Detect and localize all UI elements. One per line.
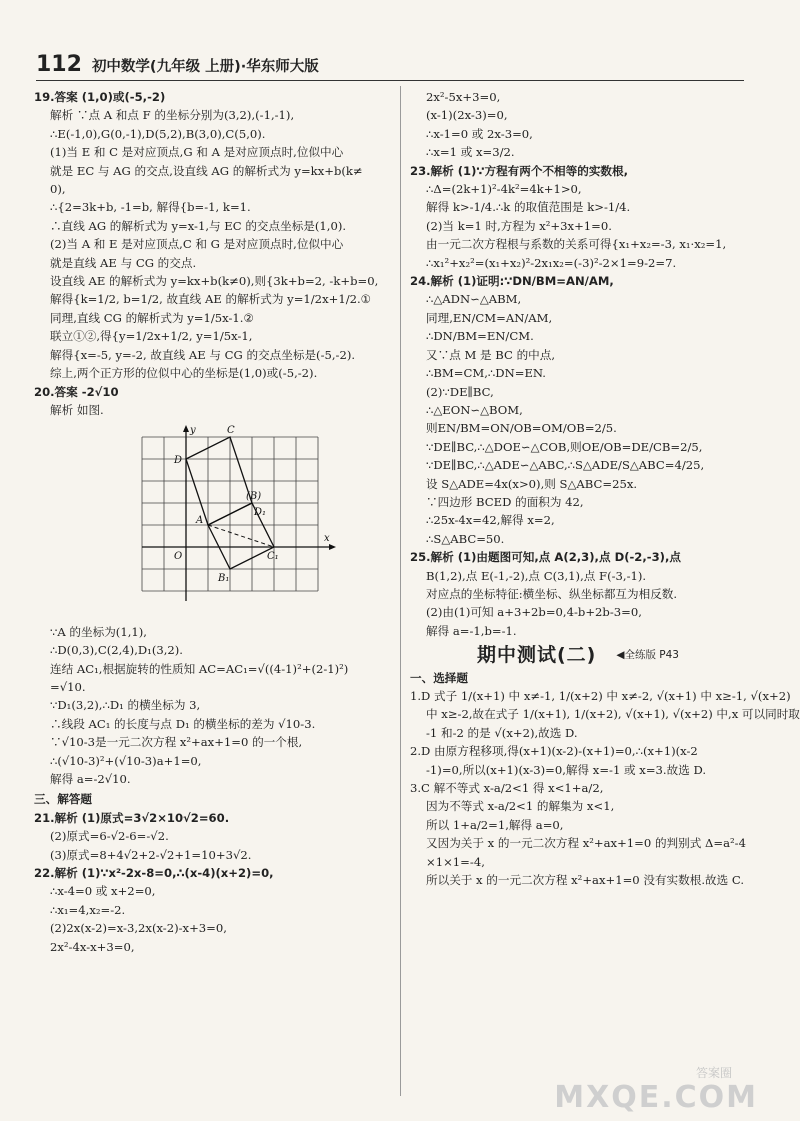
book-title: 初中数学(九年级 上册)·华东师大版 (91, 59, 319, 75)
label-d: D (174, 455, 183, 467)
solution-line: ∴BM=CM,∴DN=EN. (426, 366, 546, 381)
solution-line: (2)由(1)可知 a+3+2b=0,4-b+2b-3=0, (426, 605, 642, 620)
solution-line: -1 和-2 的是 √(x+2),故选 D. (426, 725, 578, 740)
solution-line: ∴x-1=0 或 2x-3=0, (426, 126, 533, 141)
solution-line: ∴25x-4x=42,解得 x=2, (426, 513, 555, 528)
label-a: A (196, 515, 204, 527)
solution-line: (2)∵DE∥BC, (426, 384, 494, 399)
page-number: 112 (36, 52, 82, 77)
answer-21-line: 21.解析 (1)原式=3√2×10√2=60. (34, 810, 230, 825)
solution-line: (3)原式=8+4√2+2-√2+1=10+3√2. (50, 847, 252, 862)
grid-figure (132, 423, 342, 613)
solution-line: ∵四边形 BCED 的面积为 42, (426, 494, 584, 509)
solution-line: 1.D 式子 1/(x+1) 中 x≠-1, 1/(x+2) 中 x≠-2, √(x+1) 中 x≥-1, √(x+2) (410, 689, 791, 703)
solution-line: 中 x≥-2,故在式子 1/(x+1), 1/(x+2), √(x+1), √(x+2) 中,x 可以同时取 (426, 707, 800, 722)
solution-line: (2)当 A 和 E 是对应顶点,C 和 G 是对应顶点时,位似中心 (50, 237, 344, 252)
exam-page-ref: ◀全练版 P43 (616, 649, 679, 662)
solution-line: 连结 AC₁,根据旋转的性质知 AC=AC₁=√((4-1)²+(2-1)²) (50, 661, 349, 676)
section-heading: 一、选择题 (410, 670, 468, 685)
solution-line: ∴△ADN∽△ABM, (426, 292, 522, 307)
answer-24-line: 24.解析 (1)证明:∵DN/BM=AN/AM, (410, 274, 614, 289)
solution-line: 解得{k=1/2, b=1/2, 故直线 AE 的解析式为 y=1/2x+1/2.① (50, 292, 372, 307)
solution-line: 解析 ∵点 A 和点 F 的坐标分别为(3,2),(-1,-1), (50, 108, 295, 123)
solution-line: 由一元二次方程根与系数的关系可得{x₁+x₂=-3, x₁·x₂=1, (426, 237, 727, 252)
solution-line: (1)当 E 和 C 是对应顶点,G 和 A 是对应顶点时,位似中心 (50, 145, 344, 160)
solution-line: ∴Δ=(2k+1)²-4k²=4k+1>0, (426, 182, 582, 197)
y-axis-arrow (183, 425, 189, 432)
solution-line: ∵DE∥BC,∴△DOE∽△COB,则OE/OB=DE/CB=2/5, (426, 439, 703, 454)
solution-line: 所以 1+a/2=1,解得 a=0, (426, 817, 564, 832)
solution-line: ∴E(-1,0),G(0,-1),D(5,2),B(3,0),C(5,0). (50, 126, 266, 141)
header-divider (36, 80, 744, 81)
page-header (36, 52, 319, 76)
solution-line: 又因为关于 x 的一元二次方程 x²+ax+1=0 的判别式 Δ=a²-4 (426, 836, 746, 851)
solution-line: ∵DE∥BC,∴△ADE∽△ABC,∴S△ADE/S△ABC=4/25, (426, 458, 705, 473)
solution-line: ∴(√10-3)²+(√10-3)a+1=0, (50, 753, 202, 768)
solution-line: 解得 a=-2√10. (50, 771, 131, 786)
solution-line: 解得 a=-1,b=-1. (426, 623, 517, 638)
answer-22-line: 22.解析 (1)∵x²-2x-8=0,∴(x-4)(x+2)=0, (34, 866, 274, 880)
label-d1: D₁ (254, 507, 267, 519)
solution-line: B(1,2),点 E(-1,-2),点 C(3,1),点 F(-3,-1). (426, 568, 647, 583)
answer-23-line: 23.解析 (1)∵方程有两个不相等的实数根, (410, 163, 629, 178)
solution-line: -1)=0,所以(x+1)(x-3)=0,解得 x=-1 或 x=3.故选 D. (426, 762, 707, 777)
solution-line: ∴DN/BM=EN/CM. (426, 329, 534, 344)
label-y: y (190, 425, 196, 437)
solution-line: ∴△EON∽△BOM, (426, 402, 523, 417)
solution-line: ∴x₁²+x₂²=(x₁+x₂)²-2x₁x₂=(-3)²-2×1=9-2=7. (426, 255, 677, 270)
solution-line: 0), (50, 182, 66, 197)
solution-line: ×1×1=-4, (426, 854, 485, 869)
exam-title: 期中测试(二) (477, 644, 597, 667)
solution-line: 则EN/BM=ON/OB=OM/OB=2/5. (426, 421, 617, 436)
answer-25-line: 25.解析 (1)由题图可知,点 A(2,3),点 D(-2,-3),点 (410, 550, 681, 565)
column-divider (400, 86, 401, 1096)
solution-line: ∵A 的坐标为(1,1), (50, 624, 147, 639)
label-c1: C₁ (267, 551, 279, 563)
solution-line: (2)原式=6-√2-6=-√2. (50, 829, 169, 844)
answer-20-line: 20.答案 -2√10 (34, 384, 119, 399)
solution-line: ∴直线 AG 的解析式为 y=x-1,与 EC 的交点坐标是(1,0). (50, 218, 347, 233)
solution-line: ∵√10-3是一元二次方程 x²+ax+1=0 的一个根, (50, 735, 303, 750)
solution-line: ∴D(0,3),C(2,4),D₁(3,2). (50, 643, 183, 658)
solution-line: 对应点的坐标特征:横坐标、纵坐标都互为相反数. (426, 586, 678, 601)
solution-line: ∵D₁(3,2),∴D₁ 的横坐标为 3, (50, 698, 201, 713)
solution-line: 同理,直线 CG 的解析式为 y=1/5x-1.② (50, 310, 254, 325)
solution-line: 因为不等式 x-a/2<1 的解集为 x<1, (426, 799, 615, 814)
solution-line: 解得 k>-1/4.∴k 的取值范围是 k>-1/4. (426, 200, 631, 215)
solution-line: (x-1)(2x-3)=0, (426, 108, 508, 123)
solution-line: ∴{2=3k+b, -1=b, 解得{b=-1, k=1. (50, 200, 251, 215)
answer-19-line: 19.答案 (1,0)或(-5,-2) (34, 90, 166, 104)
solution-line: ∴S△ABC=50. (426, 531, 505, 546)
label-b1: B₁ (218, 573, 230, 585)
solution-line: ∴x=1 或 x=3/2. (426, 145, 515, 160)
section-heading: 三、解答题 (34, 792, 92, 807)
solution-line: (2)2x(x-2)=x-3,2x(x-2)-x+3=0, (50, 921, 227, 936)
solution-line: 同理,EN/CM=AN/AM, (426, 310, 553, 325)
label-b: (B) (246, 491, 262, 503)
solution-line: 3.C 解不等式 x-a/2<1 得 x<1+a/2, (410, 781, 604, 796)
solution-line: 综上,两个正方形的位似中心的坐标是(1,0)或(-5,-2). (50, 366, 318, 381)
x-axis-arrow (329, 544, 336, 550)
label-o: O (174, 551, 183, 563)
solution-line: 联立①②,得{y=1/2x+1/2, y=1/5x-1, (50, 329, 253, 344)
solution-line: 就是 EC 与 AG 的交点,设直线 AG 的解析式为 y=kx+b(k≠ (50, 163, 363, 178)
solution-line: (2)当 k=1 时,方程为 x²+3x+1=0. (426, 218, 612, 233)
solution-line: 就是直线 AE 与 CG 的交点. (50, 255, 197, 270)
solution-line: 设直线 AE 的解析式为 y=kx+b(k≠0),则{3k+b=2, -k+b=0, (50, 274, 379, 289)
solution-line: ∴线段 AC₁ 的长度与点 D₁ 的横坐标的差为 √10-3. (50, 716, 316, 731)
solution-line: 2x²-5x+3=0, (426, 90, 501, 104)
exam-header (410, 644, 746, 667)
watermark: MXQE.COM (554, 1080, 758, 1115)
solution-line: 2x²-4x-x+3=0, (50, 939, 135, 954)
right-column (410, 88, 800, 889)
watermark-sub: 答案圈 (695, 1066, 732, 1080)
label-c: C (227, 425, 235, 437)
solution-line: 解得{x=-5, y=-2, 故直线 AE 与 CG 的交点坐标是(-5,-2). (50, 347, 356, 362)
left-column (34, 88, 394, 956)
solution-line: =√10. (50, 679, 86, 694)
solution-line: 解析 如图. (50, 402, 104, 417)
solution-line: 设 S△ADE=4x(x>0),则 S△ABC=25x. (426, 476, 638, 491)
solution-line: ∴x-4=0 或 x+2=0, (50, 884, 156, 899)
solution-line: 所以关于 x 的一元二次方程 x²+ax+1=0 没有实数根.故选 C. (426, 873, 745, 888)
solution-line: 2.D 由原方程移项,得(x+1)(x-2)-(x+1)=0,∴(x+1)(x-2 (410, 744, 698, 759)
solution-line: 又∵点 M 是 BC 的中点, (426, 347, 556, 362)
solution-line: ∴x₁=4,x₂=-2. (50, 902, 126, 917)
label-x: x (324, 533, 330, 545)
